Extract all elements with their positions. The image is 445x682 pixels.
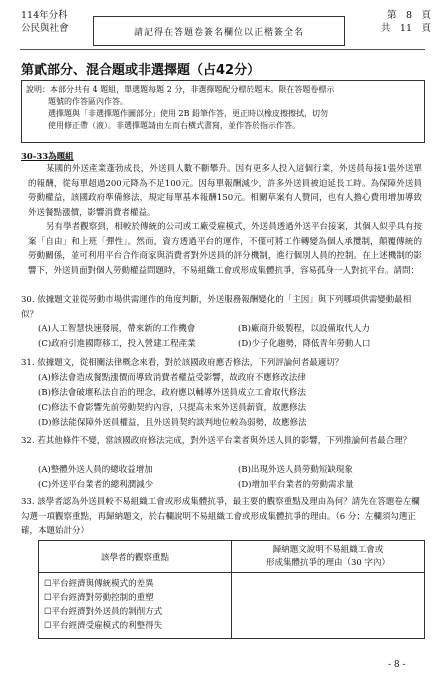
exam-year: 114年分科 — [21, 10, 68, 21]
question-30-option-a[interactable]: (A)人工智慧快速發展，帶來新的工作機會 — [38, 324, 196, 334]
question-30-option-d[interactable]: (D)少子化趨勢，降低青年勞動人口 — [238, 339, 371, 349]
observation-checkbox-4[interactable]: ☐平台經濟受雇模式的利整得失 — [44, 621, 163, 631]
question-30-option-c[interactable]: (C)政府引進國際移工，投入營建工程產業 — [38, 339, 196, 349]
left-header-text: 該學者的觀察重點 — [100, 552, 169, 563]
table-left-header — [39, 541, 232, 573]
header-right — [371, 9, 431, 35]
observation-checkbox-1[interactable]: ☐平台經濟與傳統模式的差異 — [44, 579, 154, 589]
observation-checkbox-2[interactable]: ☐平台經濟對勞動控制的重塑 — [44, 593, 154, 603]
instructions-box — [21, 80, 425, 143]
passage-paragraph-2: 另有學者觀察到，相較於傳統的公司或工廠受雇模式，外送員透過外送平台接案，其個人似乎具有按案「自由」和上班「彈性」。然而，資方透過平台的運作，不僅可將工作轉變為個人承攬制，顛覆傳統的勞動關係，並可利用平台合作商家與消費者對外送員的評分機制，進行個別人員的控制。在上述機制的影響下，外送員面對個人勞動權益問題時，不易組織工會或形成集體抗爭，容易孤身一人對抗平台。請問： — [28, 222, 422, 276]
answer-table — [38, 540, 425, 639]
question-31-option-b[interactable]: (B)修法會破壞私法自治的理念，政府應以輔導外送員成立工會取代修法 — [38, 388, 306, 398]
signature-instruction-box — [93, 16, 345, 46]
group-heading: 30-33為題組 — [21, 152, 74, 162]
question-32-option-b[interactable]: (B)出現外送人員勞動短缺現象 — [238, 465, 353, 475]
right-header-line: 歸納題文說明不易組織工會或 — [272, 544, 384, 555]
question-33-stem: 33. 該學者認為外送員較不易組織工會或形成集體抗爭，最主要的觀察重點及理由為何？請先在答題卷左欄勾選一項觀察重點，再歸納題文，於右欄說明不易組織工會或形成集體抗爭的理由。（6 分；左欄須勾選正確，本題始計分） — [21, 497, 420, 536]
question-31-option-a[interactable]: (A)修法會造成餐點漲價而導致消費者權益受影響，故政府不應修改法律 — [38, 373, 306, 383]
question-32-option-d[interactable]: (D)增加平台業者的勞動需求量 — [238, 480, 354, 490]
instruction-line: 使用修正帶（液）。非選擇題請由左而右橫式書寫，並作答於指示作答。 — [48, 121, 300, 130]
page-number: - 8 - — [388, 660, 406, 670]
question-32-option-c[interactable]: (C)外送平台業者的總利潤減少 — [38, 480, 154, 490]
question-30-stem: 30. 依據題文並從勞動市場供需運作的角度判斷，外送服務報酬變化的「主因」與下列哪項供需變動最相似？ — [21, 295, 412, 320]
question-31-option-c[interactable]: (C)修法不會影響先前勞動契約內容，只提高未來外送員薪資，故應修法 — [38, 403, 307, 413]
signature-instruction: 請記得在答題卷簽名欄位以正楷簽全名 — [133, 27, 304, 38]
header-divider — [20, 49, 425, 50]
table-right-header — [232, 541, 425, 573]
passage-paragraph-1: 某國的外送產業蓬勃成長，外送員人數不斷攀升。因有更多人投入這個行業，外送員每接1張外送單的報酬，從每單超過200元降為不足100元。因每單報酬減少，許多外送員被迫延長工時。為保障外送員勞動權益，該國政府準備修法，規定每單基本報酬150元。相關草案有人贊同，也有人擔心費用增加導致外送餐點漲價，影響消費者權益。 — [28, 164, 422, 218]
question-31-option-d[interactable]: (D)修法能保障外送員權益，且外送員契約談判地位較為弱勢，故應修法 — [38, 418, 307, 428]
observation-checkbox-3[interactable]: ☐平台經濟對外送員的剝削方式 — [44, 607, 163, 617]
section-title: 第貳部分、混合題或非選擇題（占42分） — [21, 63, 261, 78]
subject: 公民與社會 — [21, 23, 69, 34]
observation-options-cell — [39, 573, 232, 639]
instruction-line: 選擇題與「非選擇題作圖部分」使用 2B 鉛筆作答，更正時以橡皮擦擦拭，切勿 — [48, 109, 329, 118]
header-left — [21, 9, 69, 35]
instruction-line: 說明：本部分共有 4 題組，單選題每題 2 分，非選擇題配分標於題末。限在答題卷標示 — [26, 85, 335, 94]
page-label: 第 8 頁 — [386, 10, 431, 21]
instruction-line: 題號的作答區內作答。 — [48, 97, 128, 106]
question-32-option-a[interactable]: (A)整體外送人員的總收益增加 — [38, 465, 153, 475]
question-31-stem: 31. 依據題文，從相關法律概念來看，對於該國政府應否修法，下列評論何者最適切？ — [21, 358, 344, 368]
answer-writing-area[interactable] — [232, 573, 425, 639]
question-32-stem: 32. 若其他條件不變，當該國政府修法完成，對外送平台業者與外送人員的影響，下列推論何者最合理？ — [21, 436, 412, 446]
total-label: 共 11 頁 — [380, 23, 431, 34]
right-header-line: 形成集體抗爭的理由（30 字內） — [265, 557, 391, 568]
question-30-option-b[interactable]: (B)廠商升級製程，以設備取代人力 — [238, 324, 370, 334]
